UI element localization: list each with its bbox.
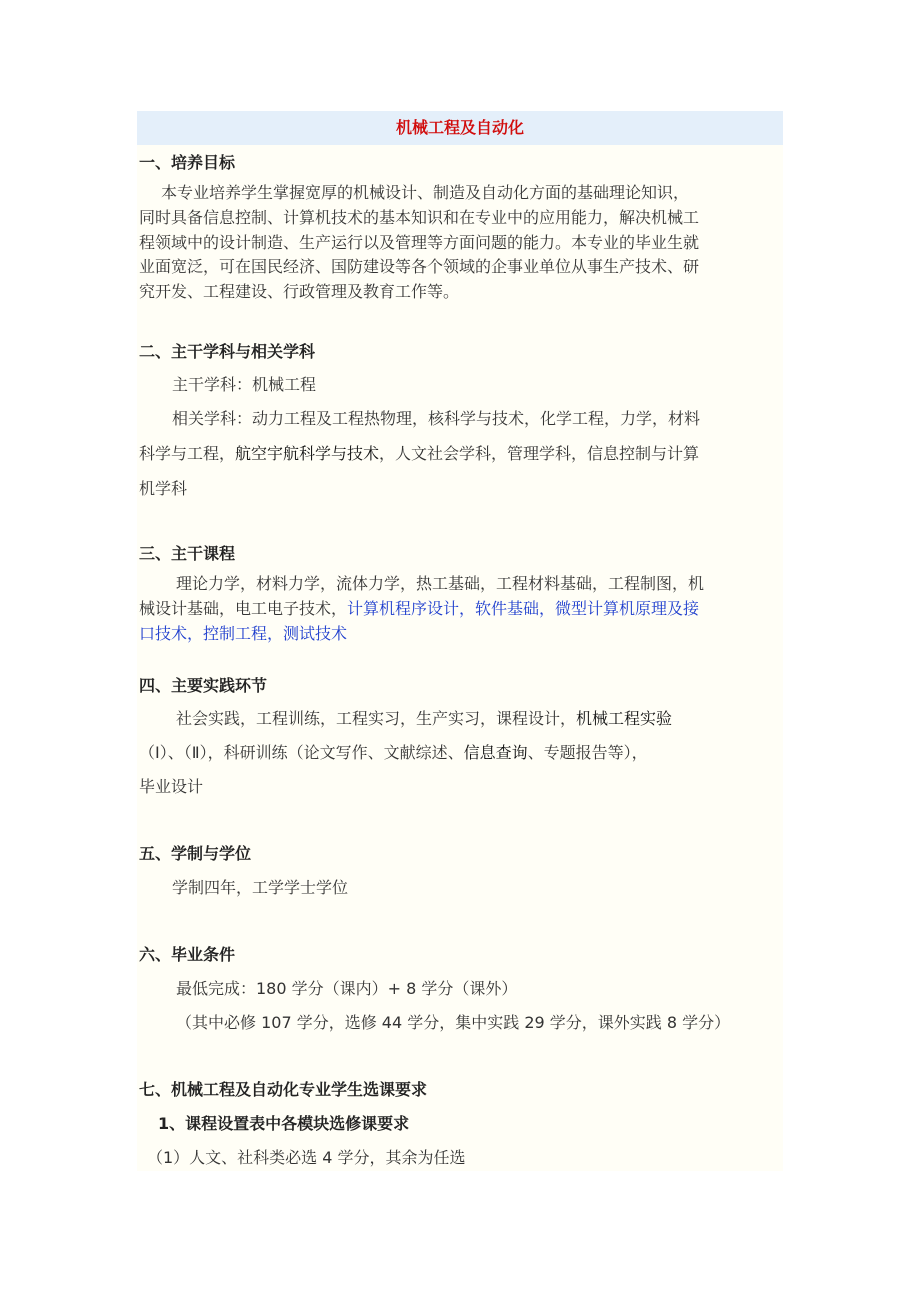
practice-line [176,706,672,729]
section-heading-course-selection: 七、机械工程及自动化专业学生选课要求 [139,1080,428,1099]
section-heading-courses: 三、主干课程 [139,544,236,563]
objectives-line: 业面宽泛，可在国民经济、国防建设等各个领域的企事业单位从事生产技术、研 [139,257,700,276]
practice-line: 毕业设计 [139,777,204,796]
degree-line: 学制四年，工学学士学位 [172,878,349,897]
selection-item: （1）人文、社科类必选 4 学分，其余为任选 [147,1148,466,1167]
courses-line [139,596,699,619]
courses-link-text: 口技术，控制工程，测试技术 [139,624,348,643]
courses-line: 理论力学，材料力学，流体力学，热工基础，工程材料基础，工程制图，机 [176,574,705,593]
objectives-line: 本专业培养学生掌握宽厚的机械设计、制造及自动化方面的基础理论知识， [161,183,690,202]
page-title: 机械工程及自动化 [137,111,783,145]
objectives-line: 程领域中的设计制造、生产运行以及管理等方面问题的能力。本专业的毕业生就 [139,233,700,252]
practice-text: 、专题报告等）， [527,743,648,762]
related-text: ，人文社会学科，管理学科，信息控制与计算 [379,444,700,463]
subsection-heading: 1、课程设置表中各模块选修课要求 [158,1114,410,1133]
practice-text: （Ⅰ）、（Ⅱ），科研训练（论文写作、文献综述、 [139,743,464,762]
practice-text-emphasis: 信息查询 [463,743,528,762]
section-heading-graduation: 六、毕业条件 [139,945,236,964]
related-disciplines-line [139,441,699,464]
objectives-line: 究开发、工程建设、行政管理及教育工作等。 [139,282,460,301]
practice-line [139,740,648,763]
main-discipline: 主干学科：机械工程 [172,375,317,394]
graduation-credits-line: 最低完成：180 学分（课内）+ 8 学分（课外） [176,979,518,998]
practice-text-emphasis: 机械工程实验 [576,709,673,728]
related-text: 科学与工程， [139,444,236,463]
section-heading-practice: 四、主要实践环节 [139,676,268,695]
section-heading-degree: 五、学制与学位 [139,844,252,863]
related-disciplines-line: 相关学科：动力工程及工程热物理，核科学与技术，化学工程，力学，材料 [172,409,701,428]
section-heading-objectives: 一、培养目标 [139,153,236,172]
practice-text: 社会实践，工程训练，工程实习，生产实习，课程设计， [176,709,577,728]
section-heading-disciplines: 二、主干学科与相关学科 [139,342,316,361]
related-disciplines-line: 机学科 [139,479,188,498]
courses-link-text: 计算机程序设计，软件基础，微型计算机原理及接 [347,599,700,618]
related-text-emphasis: 航空宇航科学与技术 [235,444,380,463]
objectives-line: 同时具备信息控制、计算机技术的基本知识和在专业中的应用能力，解决机械工 [139,208,700,227]
graduation-credits-line: （其中必修 107 学分，选修 44 学分，集中实践 29 学分，课外实践 8 学分） [176,1013,731,1032]
courses-text: 械设计基础，电工电子技术， [139,599,348,618]
